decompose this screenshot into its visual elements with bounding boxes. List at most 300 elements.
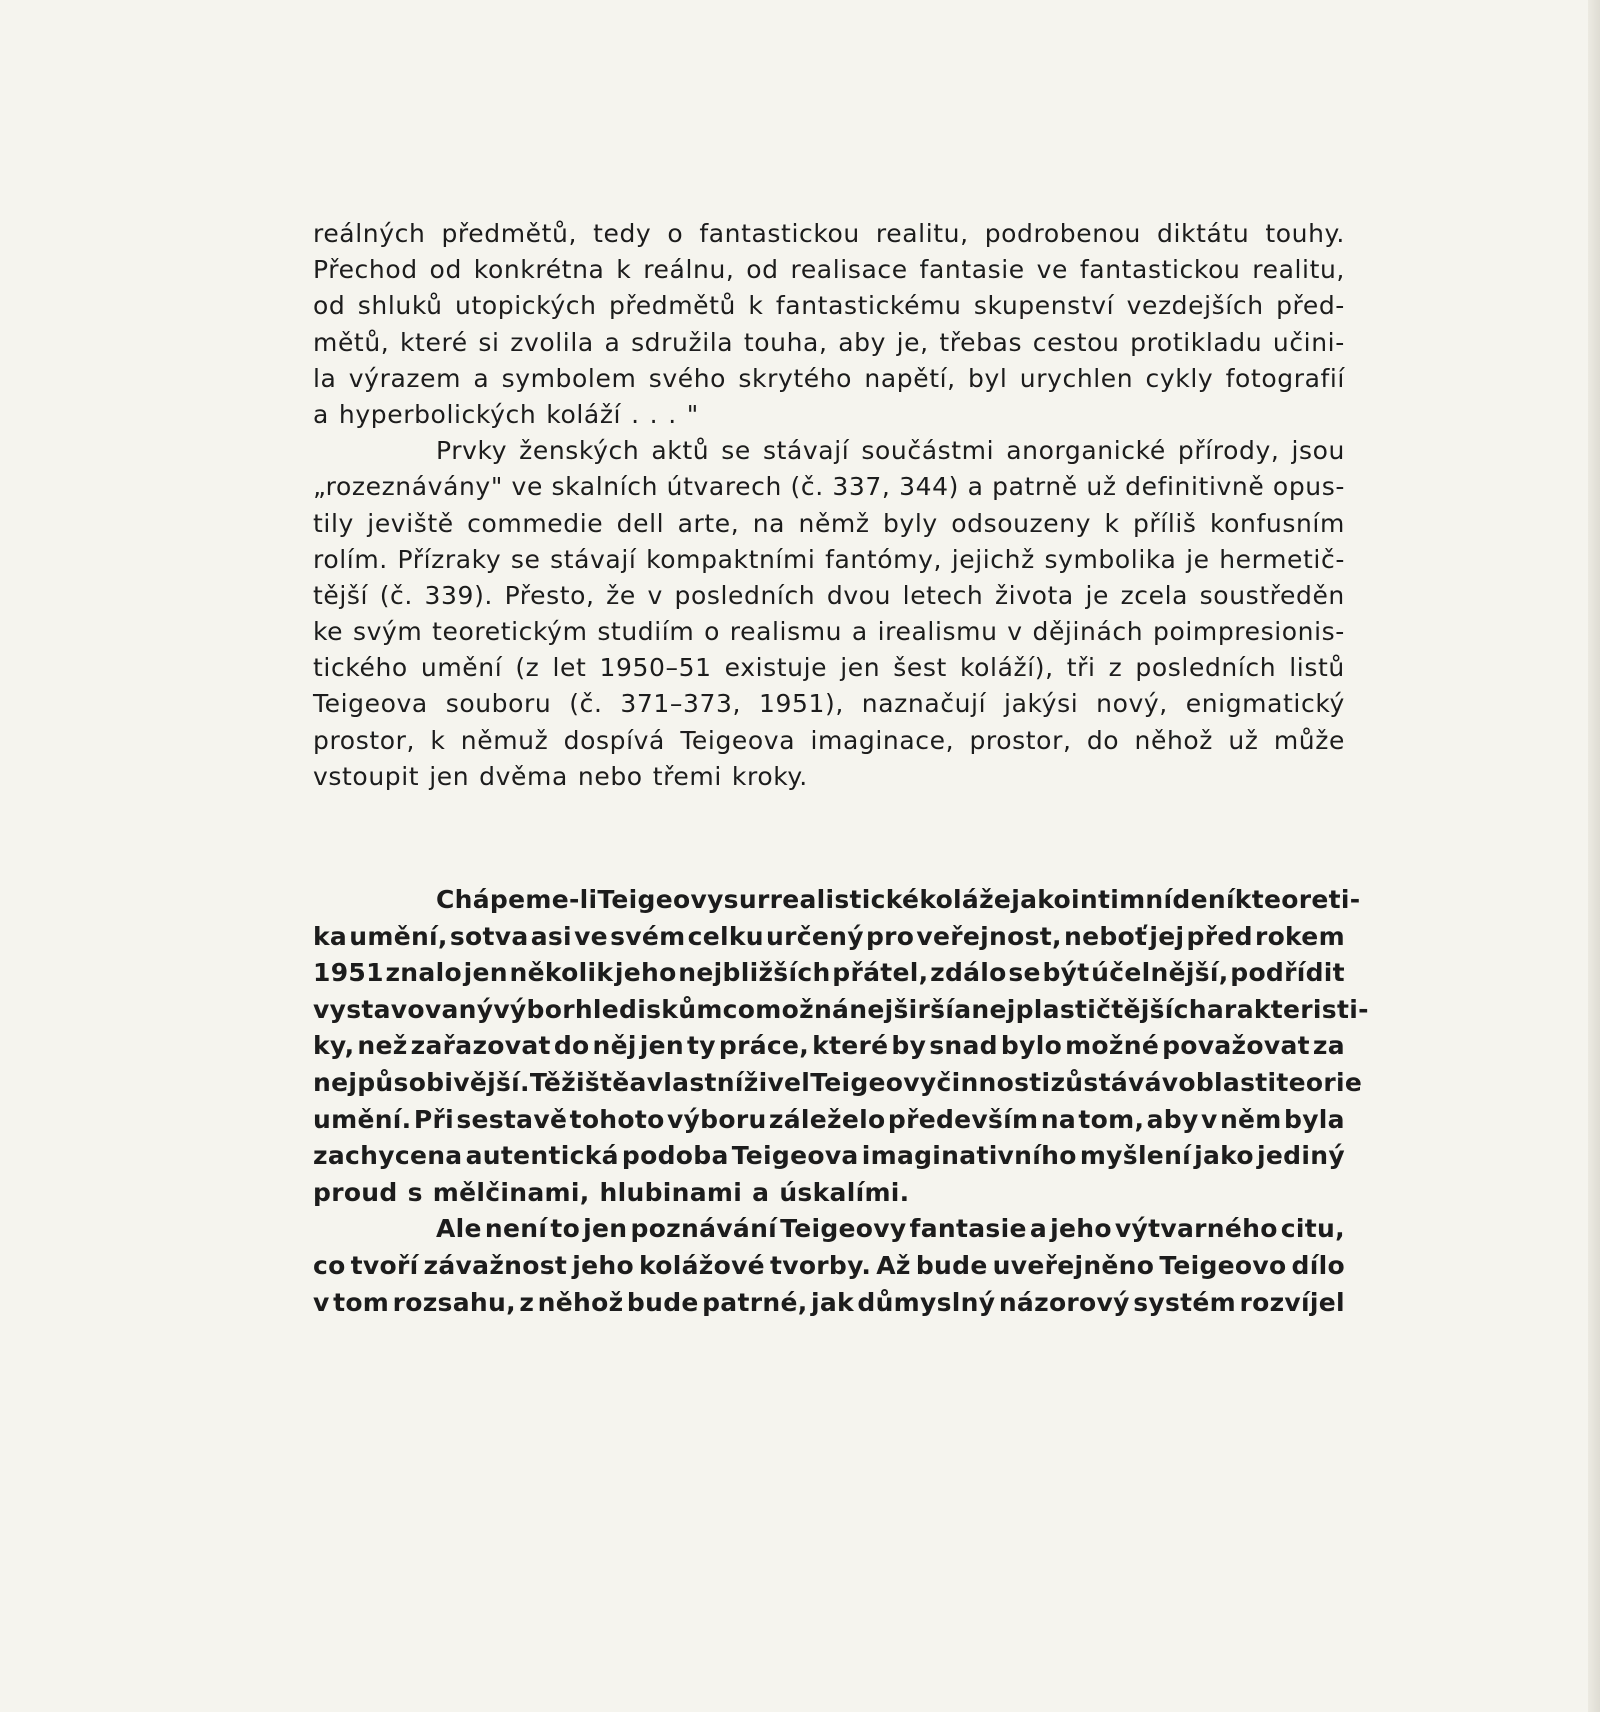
word: které	[399, 327, 468, 357]
word: patrné,	[702, 1287, 808, 1317]
word: přírody,	[1177, 436, 1280, 466]
word: veřejnost,	[916, 921, 1062, 951]
word: možná	[755, 994, 850, 1024]
word: byla	[1284, 1104, 1345, 1134]
word: před	[1186, 921, 1253, 951]
word: ve	[1036, 255, 1069, 285]
word: bude	[626, 1287, 699, 1317]
word: něj	[592, 1031, 637, 1061]
word: autentická	[465, 1141, 619, 1171]
word: citu,	[1280, 1214, 1345, 1244]
word: něhož	[1134, 725, 1214, 755]
word: nejbližších	[678, 958, 831, 988]
word: poznávání	[630, 1214, 778, 1244]
word: zcela	[1120, 580, 1189, 610]
word: Teigeova	[731, 1141, 859, 1171]
word: Přesto,	[504, 580, 595, 610]
word: záleželo	[768, 1104, 886, 1134]
word: sdružila	[631, 327, 734, 357]
word: commedie	[467, 508, 604, 538]
word: je	[1085, 580, 1109, 610]
word: Těžiště	[529, 1067, 630, 1097]
word: definitivně	[1125, 472, 1265, 502]
word: nejplastičtější	[971, 994, 1174, 1024]
word: mětů,	[313, 327, 390, 357]
word: koláží	[546, 399, 622, 429]
word: kompaktními	[646, 544, 816, 574]
word: patrně	[992, 472, 1078, 502]
word: od	[313, 291, 346, 321]
word: deník	[1172, 885, 1252, 914]
word: zůstává	[1050, 1067, 1162, 1097]
word: hermetič-	[1219, 544, 1345, 574]
word: za	[1312, 1031, 1345, 1061]
word: rozsahu,	[392, 1287, 516, 1317]
word: k	[430, 725, 446, 755]
word: rozvíjel	[1239, 1287, 1345, 1317]
word: na	[1040, 1104, 1077, 1134]
word: (č.	[790, 472, 824, 502]
word: 371–373,	[620, 689, 742, 719]
word: se	[510, 544, 541, 574]
word: opus-	[1272, 472, 1345, 502]
word: od	[746, 255, 779, 285]
paragraph	[313, 216, 1345, 433]
word: dvou	[826, 580, 892, 610]
word: není	[484, 1214, 548, 1244]
word: tohoto	[569, 1104, 665, 1134]
word: rokem	[1254, 921, 1345, 951]
word: enigmatický	[1185, 689, 1345, 719]
word: němž	[798, 508, 870, 538]
word: teoreti-	[1251, 885, 1361, 914]
text-line	[313, 723, 1345, 759]
word: fantastickou	[699, 219, 860, 248]
word: podrobenou	[984, 219, 1141, 248]
word: Teigeovo	[1159, 1250, 1287, 1280]
word: aktů	[651, 436, 710, 466]
word: koláže	[919, 885, 1012, 914]
word: posledních	[674, 580, 816, 610]
word: 339).	[424, 580, 493, 610]
text-line	[313, 686, 1345, 722]
word: se	[1008, 958, 1041, 988]
word: před-	[1276, 291, 1345, 321]
word: prostor,	[313, 725, 416, 755]
word: 1951),	[758, 689, 844, 719]
word: tického	[313, 653, 408, 683]
word: nový,	[1096, 689, 1168, 719]
word: živel	[743, 1067, 811, 1097]
word: účelnější,	[1091, 958, 1229, 988]
word: a	[604, 327, 621, 357]
word: jen	[429, 761, 470, 791]
word: 344)	[899, 472, 959, 502]
word: realitu,	[1252, 255, 1345, 285]
word: dospívá	[563, 725, 665, 755]
word: názorový	[998, 1287, 1130, 1317]
word: touha,	[743, 327, 828, 357]
word: fantasie	[909, 1214, 1027, 1244]
word: protikladu	[1130, 327, 1263, 357]
word: už	[1228, 725, 1259, 755]
word: (č.	[569, 689, 603, 719]
word: ty	[687, 1031, 716, 1061]
word: reálnu,	[643, 255, 735, 285]
word: jen	[639, 1031, 684, 1061]
word: ve	[574, 921, 608, 951]
word: k	[1104, 508, 1120, 538]
word: svým	[352, 617, 423, 647]
word: tily	[313, 508, 354, 538]
word: hlediskům	[574, 994, 723, 1024]
word: práce,	[718, 1031, 810, 1061]
word: o	[667, 219, 684, 248]
word: v	[647, 580, 663, 610]
word: charakteristi-	[1173, 994, 1369, 1024]
word: a	[473, 363, 490, 393]
word: intimní	[1070, 885, 1173, 914]
word: přátel,	[832, 958, 929, 988]
word: cykly	[1145, 363, 1214, 393]
word: něhož	[537, 1287, 624, 1317]
word: irealismu	[877, 617, 998, 647]
text-line	[313, 361, 1345, 397]
word: stávají	[550, 544, 637, 574]
word: touhy.	[1265, 219, 1345, 248]
word: Teigeova	[680, 725, 796, 755]
text-line	[313, 1028, 1345, 1065]
word: symbolika	[1044, 544, 1177, 574]
word: 1951	[313, 958, 384, 988]
word: tři	[1066, 653, 1096, 683]
page-edge	[1588, 0, 1600, 1712]
word: výtvarného	[1114, 1214, 1278, 1244]
word: jsou	[1291, 436, 1345, 466]
word: vstoupit	[313, 761, 420, 791]
word: jejichž	[951, 544, 1035, 574]
word: podřídit	[1230, 958, 1345, 988]
word: Chápeme-li	[436, 885, 598, 914]
word: bylo	[1000, 1031, 1063, 1061]
word: asi	[530, 921, 572, 951]
word: výboru	[666, 1104, 767, 1134]
word: je	[1186, 544, 1210, 574]
word: reálných	[313, 219, 426, 248]
text-line	[313, 992, 1369, 1029]
text-line	[313, 216, 1345, 252]
word: jakýsi	[1004, 689, 1079, 719]
word: koláží),	[959, 653, 1054, 683]
word: a	[752, 1177, 770, 1207]
word: pro	[865, 921, 915, 951]
word: teoretickým	[432, 617, 588, 647]
word: útvarech	[666, 472, 782, 502]
word: proud	[313, 1177, 398, 1207]
word: prostor,	[969, 725, 1072, 755]
word: výbor	[493, 994, 575, 1024]
word: jediný	[1257, 1141, 1345, 1171]
word: teorie	[1276, 1067, 1363, 1097]
word: vlastní	[646, 1067, 744, 1097]
word: arte,	[677, 508, 740, 538]
word: Teigeovy	[810, 1067, 937, 1097]
word: .	[649, 399, 659, 429]
word: předmětů	[608, 291, 736, 321]
word: fantastickou	[1079, 255, 1241, 285]
word: ka	[313, 921, 348, 951]
word: ve	[511, 472, 543, 502]
word: závažnost	[423, 1250, 568, 1280]
word: by	[891, 1031, 927, 1061]
word: Přechod	[313, 255, 418, 285]
word: vezdejších	[1126, 291, 1264, 321]
word: systém	[1133, 1287, 1237, 1317]
word: o	[704, 617, 720, 647]
word: ky,	[313, 1031, 355, 1061]
word: existuje	[724, 653, 828, 683]
word: realisace	[790, 255, 908, 285]
word: kolážové	[638, 1250, 765, 1280]
text-line	[313, 506, 1345, 542]
word: podoba	[621, 1141, 729, 1171]
word: anorganické	[1006, 436, 1166, 466]
word: 1950–51	[599, 653, 712, 683]
word: hlubinami	[599, 1177, 743, 1207]
word: kroky.	[731, 761, 808, 791]
word: že	[606, 580, 636, 610]
word: surrealistické	[723, 885, 920, 914]
word: jeho	[614, 958, 677, 988]
word: úskalími.	[779, 1177, 910, 1207]
word: soustředěn	[1199, 580, 1345, 610]
word: let	[552, 653, 587, 683]
word: určený	[766, 921, 864, 951]
paragraph	[313, 433, 1345, 795]
word: se	[721, 436, 751, 466]
word: Až	[876, 1250, 911, 1280]
word: předmětů,	[441, 219, 578, 248]
word: třemi	[652, 761, 722, 791]
word: imaginace,	[810, 725, 955, 755]
word: několik	[509, 958, 614, 988]
word: a	[313, 399, 329, 429]
word: uveřejněno	[992, 1250, 1155, 1280]
word: snad	[929, 1031, 998, 1061]
word: Při	[413, 1104, 454, 1134]
word: do	[553, 1031, 590, 1061]
word: urychlen	[1019, 363, 1134, 393]
text-line	[313, 397, 1345, 433]
word: Ale	[436, 1214, 482, 1244]
regular-text-block	[313, 216, 1345, 795]
word: konfusním	[1209, 508, 1345, 538]
word: dell	[616, 508, 665, 538]
word: svém	[610, 921, 686, 951]
word: nejširší	[849, 994, 955, 1024]
word: "	[686, 399, 699, 429]
word: tvoří	[350, 1250, 419, 1280]
word: k	[748, 291, 764, 321]
word: může	[1273, 725, 1345, 755]
word: la	[313, 363, 337, 393]
text-line	[313, 919, 1345, 956]
text-line	[313, 1175, 1345, 1212]
word: které	[812, 1031, 889, 1061]
text-line	[313, 955, 1345, 992]
word: s	[407, 1177, 423, 1207]
word: byly	[883, 508, 938, 538]
word: tom	[333, 1287, 390, 1317]
word: nejpůsobivější.	[313, 1067, 530, 1097]
word: odsouzeny	[951, 508, 1092, 538]
word: už	[1086, 472, 1117, 502]
word: celku	[687, 921, 764, 951]
word: jen	[840, 653, 881, 683]
text-line	[313, 650, 1345, 686]
word: života	[994, 580, 1074, 610]
word: aby	[838, 327, 886, 357]
word: symbolem	[501, 363, 637, 393]
word: příliš	[1132, 508, 1197, 538]
word: (č.	[379, 580, 413, 610]
word: jako	[1011, 885, 1071, 914]
text-line	[313, 882, 1361, 919]
word: poimpresionis-	[1152, 617, 1345, 647]
word: svého	[648, 363, 727, 393]
word: Teigeova	[313, 689, 428, 719]
word: hyperbolických	[338, 399, 537, 429]
word: fantastickému	[775, 291, 962, 321]
word: součástmi	[861, 436, 995, 466]
word: jak	[810, 1287, 854, 1317]
word: umění.	[313, 1104, 412, 1134]
word: k	[616, 255, 632, 285]
word: něm	[1219, 1104, 1282, 1134]
text-line	[313, 614, 1345, 650]
word: a	[1029, 1214, 1047, 1244]
word: jeho	[1050, 1214, 1112, 1244]
word: třebas	[939, 327, 1023, 357]
word: letech	[902, 580, 984, 610]
word: tom,	[1078, 1104, 1145, 1134]
word: zvolila	[510, 327, 594, 357]
word: z	[1108, 653, 1123, 683]
word: umění	[420, 653, 503, 683]
word: a	[954, 994, 972, 1024]
word: jeviště	[367, 508, 454, 538]
word: a	[967, 472, 984, 502]
text-line	[313, 1211, 1345, 1248]
word: být	[1042, 958, 1090, 988]
word: znalo	[385, 958, 462, 988]
word: imaginativního	[861, 1141, 1077, 1171]
word: a	[629, 1067, 647, 1097]
text-line	[313, 1248, 1345, 1285]
word: Přízraky	[397, 544, 502, 574]
word: nebo	[577, 761, 643, 791]
text-line	[313, 759, 1345, 795]
word: do	[1086, 725, 1120, 755]
word: skalních	[551, 472, 659, 502]
word: v	[1161, 1067, 1179, 1097]
text-line	[313, 252, 1345, 288]
word: považovat	[1162, 1031, 1310, 1061]
word: šest	[893, 653, 947, 683]
word: stávají	[762, 436, 850, 466]
word: 337,	[832, 472, 891, 502]
word: sestavě	[456, 1104, 568, 1134]
word: napětí,	[864, 363, 956, 393]
word: výrazem	[348, 363, 462, 393]
word: utopických	[455, 291, 597, 321]
word: aby	[1146, 1104, 1199, 1134]
word: jej	[1149, 921, 1185, 951]
word: důmyslný	[857, 1287, 996, 1317]
word: zdálo	[930, 958, 1007, 988]
word: Teigeovy	[597, 885, 724, 914]
word: ženských	[519, 436, 640, 466]
word: jen	[583, 1214, 628, 1244]
word: co	[313, 1250, 346, 1280]
word: a	[851, 617, 868, 647]
word: myšlení	[1079, 1141, 1192, 1171]
word: umění,	[349, 921, 448, 951]
word: vystavovaný	[313, 994, 494, 1024]
word: fantasie	[919, 255, 1025, 285]
word: zachycena	[313, 1141, 463, 1171]
text-line	[313, 542, 1345, 578]
word: skupenství	[973, 291, 1115, 321]
word: realitu,	[875, 219, 969, 248]
word: dvěma	[479, 761, 568, 791]
word: cestou	[1032, 327, 1120, 357]
word: fotografií	[1225, 363, 1345, 393]
word: studiím	[597, 617, 695, 647]
text-line	[313, 469, 1345, 505]
word: shluků	[357, 291, 443, 321]
text-line	[313, 1065, 1363, 1102]
word: tedy	[593, 219, 652, 248]
word: dílo	[1291, 1250, 1345, 1280]
word: od	[429, 255, 462, 285]
word: neboť	[1063, 921, 1148, 951]
word: na	[752, 508, 786, 538]
word: zařazovat	[410, 1031, 551, 1061]
word: naznačují	[861, 689, 987, 719]
word: to	[550, 1214, 581, 1244]
word: (z	[515, 653, 540, 683]
word: jako	[1194, 1141, 1254, 1171]
word: souboru	[445, 689, 552, 719]
bold-text-block	[313, 882, 1369, 1321]
word: v	[1200, 1104, 1218, 1134]
word: v	[1007, 617, 1023, 647]
word: je,	[896, 327, 929, 357]
word: diktátu	[1157, 219, 1250, 248]
word: .	[631, 399, 640, 429]
word: učini-	[1272, 327, 1345, 357]
text-line	[313, 1285, 1345, 1322]
word: Teigeovy	[780, 1214, 907, 1244]
word: bude	[915, 1250, 988, 1280]
word: jeho	[572, 1250, 634, 1280]
word: než	[357, 1031, 408, 1061]
word: posledních	[1135, 653, 1277, 683]
word: ke	[313, 617, 344, 647]
paragraph	[313, 882, 1369, 1211]
word: činnosti	[936, 1067, 1051, 1097]
